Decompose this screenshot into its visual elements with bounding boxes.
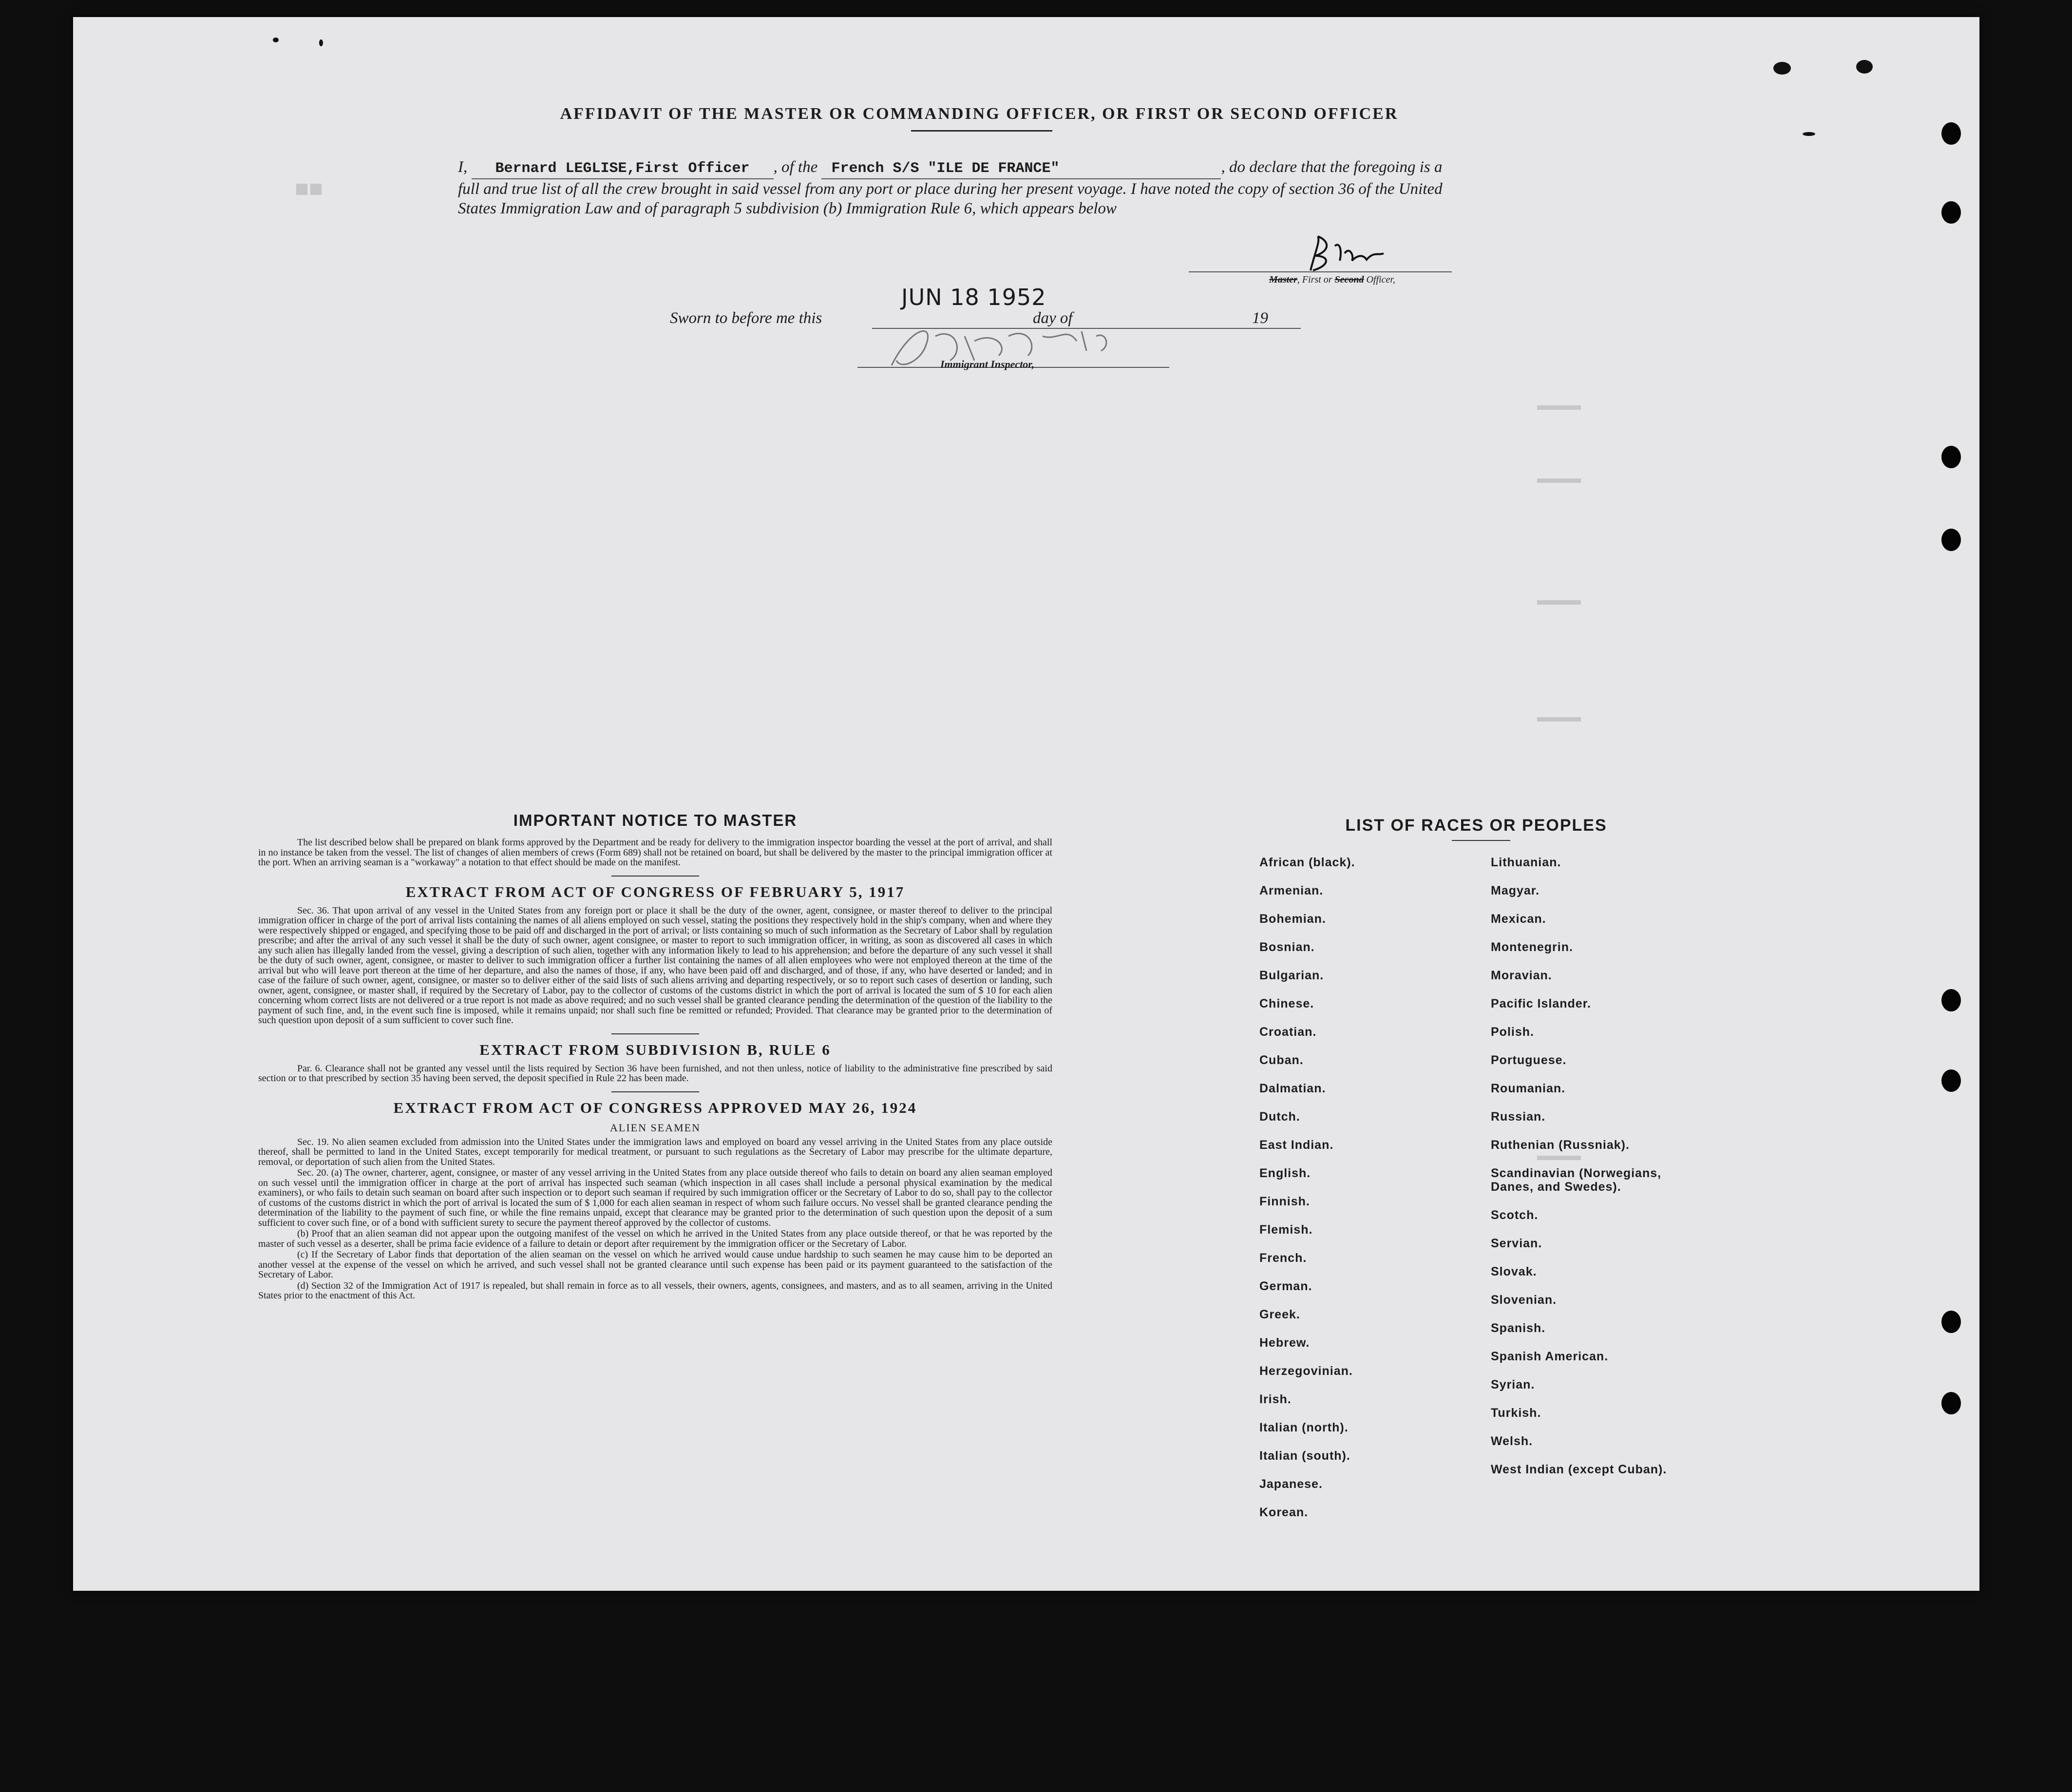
- manifest-page: [73, 17, 1979, 1591]
- race-item: African (black).: [1259, 856, 1355, 869]
- race-item: Irish.: [1259, 1392, 1292, 1406]
- extract1-text: Sec. 36. That upon arrival of any vessel in the United States from any foreign port or place it shall be the duty of the owner, agent, consignee, or master thereof to deliver to the principal immigration officer in charge of the port of arrival lists containing the names of all aliens employed on such vessel, stating the positions they respectively hold in the ship's company, when and where they were respectively shipped or engaged, and specifying those to be paid off and discharged in the port of arrival; or lists containing so much of such information as the Secretary of Labor shall by regulation prescribe; and after the arrival of any such vessel it shall be the duty of such owner, agent consignee, or master to report to such immigration officer, in writing, as soon as discovered all cases in which any such alien has illegally landed from the vessel, giving a description of such alien, together with any information likely to lead to his apprehension; and before the departure of any such vessel it shall be the duty of such owner, agent, consignee, or master to deliver to such immigration officer a further list containing the names of all alien employees who were not employed thereon at the time of the arrival but who will leave port thereon at the time of her departure, and also the names of those, if any, who have been paid off and discharged, and of those, if any, who have deserted or landed; and in case of the failure of such owner, agent, consignee, or master so to deliver either of the said lists of such aliens arriving and departing respectively, or so to report such cases of desertion or landing, such owner, agent, consignee, or master shall, if required by the Secretary of Labor, pay to the collector of customs of the customs district in which the port of arrival is located the sum of $ 10 for each alien concerning whom correct lists are not delivered or a true report is not made as above required; and no such vessel shall be granted clearance pending the determination of the question of the liability to the payment of such fine, and, in the event such fine is imposed, while it remains unpaid; nor shall such fine be remitted or refunded; Provided. That clearance may be granted prior to the determination of such question upon deposit of a sum sufficient to cover such fine.: [258, 905, 1052, 1026]
- sworn-text: Sworn to before me this: [670, 309, 822, 327]
- struck-second: Second: [1334, 274, 1364, 285]
- race-item: Cuban.: [1259, 1053, 1304, 1067]
- race-item: Russian.: [1491, 1110, 1546, 1124]
- ink-speck: [319, 39, 323, 46]
- day-of-text: day of: [1033, 309, 1073, 327]
- ink-speck: [1856, 60, 1873, 74]
- punch-hole: [1941, 1392, 1961, 1414]
- race-item: Moravian.: [1491, 969, 1552, 982]
- text-i: I,: [458, 158, 468, 176]
- race-item: Spanish.: [1491, 1321, 1546, 1335]
- race-item: Magyar.: [1491, 884, 1540, 897]
- struck-master: Master: [1269, 274, 1297, 285]
- section-rule: [611, 1091, 699, 1092]
- punch-hole: [1941, 1311, 1961, 1333]
- officer-title-label: [1269, 274, 1395, 286]
- race-item: Flemish.: [1259, 1223, 1313, 1237]
- bleed-through: ▬▬▬: [1537, 709, 1581, 725]
- race-item: German.: [1259, 1279, 1312, 1293]
- race-item: Italian (south).: [1259, 1449, 1350, 1463]
- race-item: Mexican.: [1491, 912, 1546, 926]
- race-item: Bulgarian.: [1259, 969, 1324, 982]
- bleed-through: ▬▬▬: [1537, 397, 1581, 413]
- races-title: LIST OF RACES OR PEOPLES: [1345, 816, 1607, 835]
- race-item: East Indian.: [1259, 1138, 1334, 1152]
- race-item: Welsh.: [1491, 1434, 1533, 1448]
- race-item: Scotch.: [1491, 1208, 1539, 1222]
- ink-speck: [273, 38, 279, 42]
- race-item: Dutch.: [1259, 1110, 1300, 1124]
- extract2-title: EXTRACT FROM SUBDIVISION B, RULE 6: [479, 1041, 831, 1058]
- race-item: Bohemian.: [1259, 912, 1326, 926]
- important-notice: [258, 811, 1052, 1302]
- races-rule: [1452, 840, 1510, 841]
- race-item: Chinese.: [1259, 997, 1314, 1010]
- affidavit-body: [458, 157, 1452, 218]
- sec20a-text: Sec. 20. (a) The owner, charterer, agent, consignee, or master of any vessel arriving in the United States from any place outside thereof who fails to detain on board any alien seaman employed on such vessel until the immigration officer in charge at the port of arrival has inspected such seaman (which inspection in all cases shall include a personal physical examination by the medical examiners), or who fails to detain such seaman on board after such inspection or to deport such seaman if required by such immigration officer or the Secretary of Labor to do so, shall pay to the collector of customs of the customs district in which the port of arrival is located the sum of $ 1,000 for each alien seaman in respect of whom such failure occurs. No vessel shall be granted clearance pending the determination of the liability to the payment of such fine, or while the fine remains unpaid, except that clearance may be granted prior to the determination of such question upon the deposit of a sum sufficient to cover such fine, or of a bond with sufficient surety to secure the payment thereof approved by the collector of customs.: [258, 1167, 1052, 1228]
- race-item: Italian (north).: [1259, 1421, 1349, 1434]
- punch-hole: [1941, 122, 1961, 145]
- race-item: Spanish American.: [1491, 1350, 1609, 1363]
- notice-intro: The list described below shall be prepared on blank forms approved by the Department and be ready for delivery to the immigration inspector boarding the vessel at the port of arrival, and shall in no instance be taken from the vessel. The list of changes of alien members of crews (Form 689) shall not be retained on board, but shall be delivered by the master to the principal immigration officer at the port. When an arriving seaman is a "workaway" a notation to that effect should be made on the manifest.: [258, 837, 1052, 868]
- officer-signature-line: [1189, 271, 1452, 272]
- extract1-title: EXTRACT FROM ACT OF CONGRESS OF FEBRUARY 5, 1917: [405, 883, 905, 900]
- punch-hole: [1941, 529, 1961, 551]
- race-item: Korean.: [1259, 1506, 1309, 1519]
- punch-hole: [1941, 446, 1961, 468]
- punch-hole: [1941, 989, 1961, 1011]
- race-item: Croatian.: [1259, 1025, 1317, 1039]
- inspector-label: Immigrant Inspector,: [940, 358, 1035, 370]
- text-of-the: , of the: [773, 158, 818, 176]
- officer-label-end: Officer,: [1366, 274, 1395, 285]
- race-item: Pacific Islander.: [1491, 997, 1591, 1010]
- year-prefix: 19: [1252, 309, 1268, 327]
- race-item: English.: [1259, 1166, 1311, 1180]
- bleed-through: ▬▬▬: [1537, 470, 1581, 486]
- extract3-title: EXTRACT FROM ACT OF CONGRESS APPROVED MAY 26, 1924: [393, 1099, 917, 1116]
- title-rule: [911, 130, 1052, 132]
- race-item: Syrian.: [1491, 1378, 1535, 1392]
- race-item: Finnish.: [1259, 1195, 1310, 1208]
- section-rule: [611, 876, 699, 877]
- sec20c-text: (c) If the Secretary of Labor finds that deportation of the alien seaman on the vessel on which he arrived would cause undue hardship to such seamen he may cause him to be deported an another vessel at the expense of the vessel on which he arrived, and such vessel shall not be granted clearance until such expense has been paid or its payment guaranteed to the satisfaction of the Secretary of Labor.: [258, 1249, 1052, 1280]
- ink-speck: [1803, 132, 1815, 136]
- race-item: Montenegrin.: [1491, 940, 1573, 954]
- vessel-name-field: [821, 157, 1221, 179]
- race-item: Roumanian.: [1491, 1082, 1566, 1095]
- race-item: Hebrew.: [1259, 1336, 1310, 1350]
- race-item: Slovak.: [1491, 1265, 1537, 1278]
- race-item: Japanese.: [1259, 1477, 1323, 1491]
- race-item: Slovenian.: [1491, 1293, 1557, 1307]
- sec20b-text: (b) Proof that an alien seaman did not appear upon the outgoing manifest of the vessel on which he arrived in the United States from any place outside thereof, or that he was reported by the master of such vessel as a deserter, shall be prima facie evidence of a failure to detain or deport after requirement by the immigration officer or the Secretary of Labor.: [258, 1228, 1052, 1249]
- vessel-name: French S/S "ILE DE FRANCE": [831, 160, 1060, 177]
- race-item: Armenian.: [1259, 884, 1324, 897]
- officer-signature: [1301, 231, 1403, 278]
- race-item: Scandinavian (Norwegians, Danes, and Swedes).: [1491, 1166, 1662, 1194]
- bleed-through: ▬▬▬: [1537, 1147, 1581, 1163]
- race-item: Servian.: [1491, 1237, 1542, 1250]
- race-item: French.: [1259, 1251, 1307, 1265]
- inspector-signature: [882, 317, 1194, 375]
- races-left-column: [1259, 856, 1474, 1534]
- race-item: Bosnian.: [1259, 940, 1315, 954]
- race-item: Herzegovinian.: [1259, 1364, 1353, 1378]
- section-rule: [611, 1033, 699, 1034]
- extract2-text: Par. 6. Clearance shall not be granted any vessel until the lists required by Section 36 have been furnished, and not then unless, notice of liability to the administrative fine prescribed by said section or to that prescribed by section 35 having been served, the deposit specified in Rule 22 has been made.: [258, 1063, 1052, 1084]
- sec20d-text: (d) Section 32 of the Immigration Act of 1917 is repealed, but shall remain in force as to all vessels, their owners, agents, consignees, and masters, and as to all seamen, arriving in the United States prior to the enactment of this Act.: [258, 1280, 1052, 1301]
- officer-name-field: [472, 157, 774, 179]
- race-item: Polish.: [1491, 1025, 1534, 1039]
- races-list: [1233, 816, 1720, 1519]
- race-item: Greek.: [1259, 1308, 1300, 1321]
- race-item: West Indian (except Cuban).: [1491, 1463, 1667, 1476]
- notice-title: IMPORTANT NOTICE TO MASTER: [513, 811, 798, 829]
- sec19-text: Sec. 19. No alien seamen excluded from admission into the United States under the immigration laws and employed on board any vessel arriving in the United States from any place outside thereof, shall be permitted to land in the United States, except temporarily for medical treatment, or pursuant to such regulations as the Secretary of Labor may prescribe for the ultimate departure, removal, or deportation of such alien from the United States.: [258, 1136, 1052, 1167]
- bleed-through: ▬▬▬: [1537, 592, 1581, 608]
- ink-speck: [1773, 62, 1791, 75]
- bleed-through: ■■: [295, 176, 323, 202]
- declaration-text: that the foregoing is a full and true list of all the crew brought in said vessel from any port or place during her present voyage. I have noted the copy of section 36 of the United States Immigration Law and of paragraph 5 subdivision (b) Immigration Rule 6, which appears below: [458, 158, 1443, 217]
- race-item: Ruthenian (Russniak).: [1491, 1138, 1630, 1152]
- punch-hole: [1941, 1069, 1961, 1092]
- race-item: Portuguese.: [1491, 1053, 1567, 1067]
- officer-name: Bernard LEGLISE,First Officer: [495, 160, 750, 177]
- date-stamp: JUN 18 1952: [901, 284, 1046, 310]
- race-item: Turkish.: [1491, 1406, 1541, 1420]
- race-item: Dalmatian.: [1259, 1082, 1326, 1095]
- extract3-subtitle: ALIEN SEAMEN: [610, 1121, 701, 1134]
- punch-hole: [1941, 201, 1961, 224]
- affidavit-title: AFFIDAVIT OF THE MASTER OR COMMANDING OFFICER, OR FIRST OR SECOND OFFICER: [560, 105, 1399, 123]
- races-right-column: [1491, 856, 1705, 1491]
- officer-label-mid: , First or: [1297, 274, 1332, 285]
- race-item: Lithuanian.: [1491, 856, 1561, 869]
- text-do-declare: , do declare: [1221, 158, 1297, 176]
